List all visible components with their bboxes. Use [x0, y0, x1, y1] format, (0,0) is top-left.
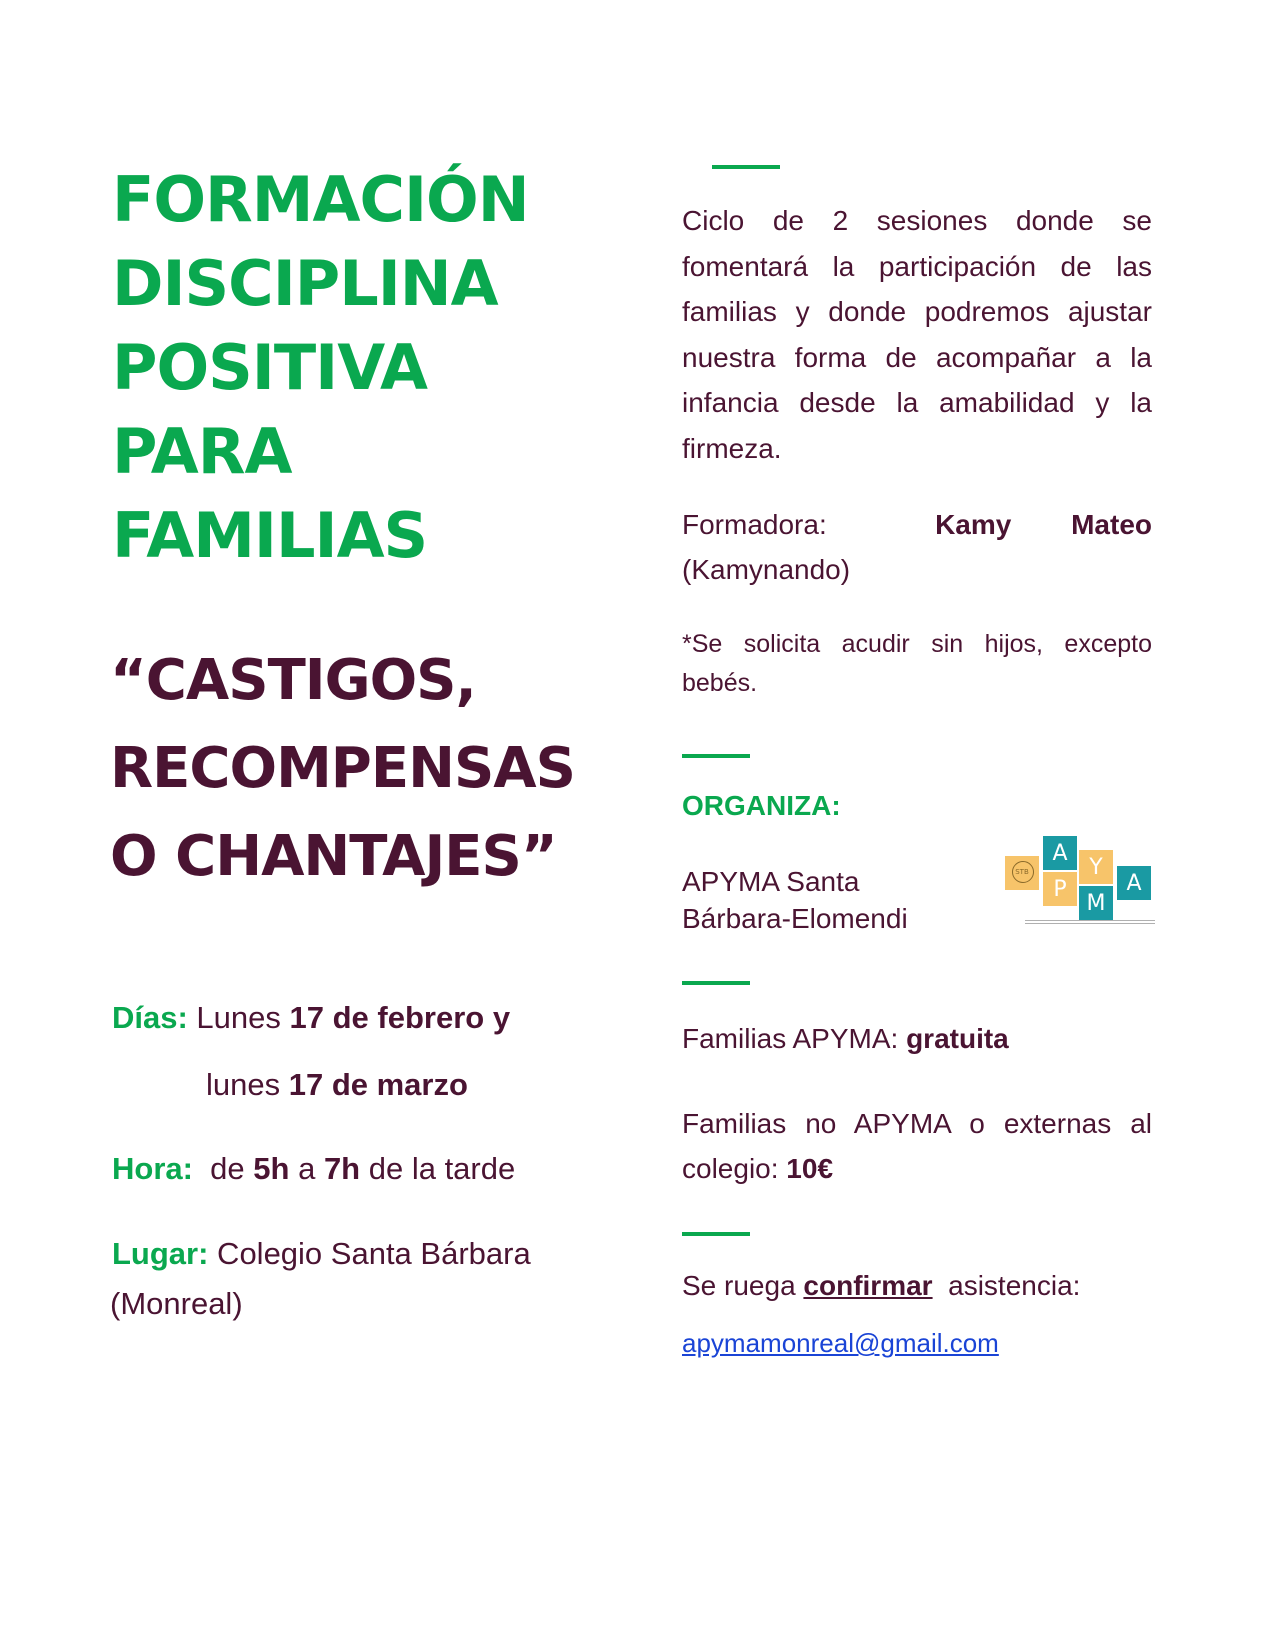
hora-from: 5h — [253, 1151, 290, 1186]
organiza-name — [682, 863, 942, 937]
email-line — [682, 1328, 1152, 1359]
logo-letter: P — [1043, 872, 1077, 906]
confirm-line — [682, 1270, 1152, 1302]
dias-line2-pre: lunes — [206, 1067, 289, 1102]
apyma-logo — [1003, 836, 1155, 932]
formadora-line — [682, 502, 1152, 547]
subtitle-line: RECOMPENSAS — [110, 736, 575, 801]
logo-letter: M — [1079, 886, 1113, 920]
logo-letter: A — [1117, 866, 1151, 900]
divider — [682, 754, 750, 758]
dias-line1-pre: Lunes — [187, 1000, 290, 1035]
main-title — [112, 158, 632, 578]
title-line: FAMILIAS — [112, 499, 428, 572]
formadora — [682, 502, 1152, 592]
divider — [682, 981, 750, 985]
formadora-label: Formadora: — [682, 509, 827, 540]
confirm-post: asistencia: — [932, 1270, 1081, 1301]
confirm-pre: Se ruega — [682, 1270, 804, 1301]
title-line: FORMACIÓN — [112, 163, 529, 236]
formadora-name: Kamy Mateo — [935, 509, 1152, 540]
price-others — [682, 1101, 1152, 1191]
dias-row-2 — [206, 1067, 468, 1103]
lugar-text: Colegio Santa Bárbara — [208, 1236, 531, 1271]
subtitle — [110, 637, 630, 901]
organiza-line: Bárbara-Elomendi — [682, 903, 908, 934]
logo-fine-print — [1025, 920, 1155, 928]
hora-label: Hora: — [112, 1151, 193, 1186]
hora-row — [112, 1151, 515, 1187]
title-line: DISCIPLINA — [112, 247, 498, 320]
price-members-label: Familias APYMA: — [682, 1023, 907, 1054]
lugar-row — [112, 1236, 531, 1272]
price-members — [682, 1023, 1152, 1055]
seal-icon — [1005, 856, 1039, 890]
hora-mid: a — [289, 1151, 324, 1186]
logo-letter: Y — [1079, 850, 1113, 884]
divider — [712, 165, 780, 169]
lugar-text-2: (Monreal) — [110, 1286, 243, 1321]
hora-to: 7h — [323, 1151, 361, 1186]
organiza-line: APYMA Santa — [682, 866, 860, 897]
dias-row — [112, 1000, 510, 1036]
price-others-value: 10€ — [786, 1153, 834, 1184]
divider — [682, 1232, 750, 1236]
title-line: POSITIVA — [112, 331, 427, 404]
subtitle-line: “CASTIGOS, — [110, 648, 476, 713]
dias-date2: 17 de marzo — [288, 1067, 468, 1102]
hora-pre: de — [192, 1151, 254, 1186]
dias-label: Días: — [112, 1000, 188, 1035]
hora-post: de la tarde — [360, 1151, 516, 1186]
email-link[interactable]: apymamonreal@gmail.com — [682, 1328, 999, 1358]
description: Ciclo de 2 sesiones donde se fomentará la participación de las familias y donde podremos ajustar nuestra forma de acompañar a la infancia desde la amabilidad y la firmeza. — [682, 205, 1152, 464]
lugar-label: Lugar: — [112, 1236, 209, 1271]
lugar-row-2 — [110, 1286, 243, 1322]
logo-letter: A — [1043, 836, 1077, 870]
confirm-word: confirmar — [803, 1270, 933, 1301]
subtitle-line: O CHANTAJES” — [110, 824, 557, 889]
price-members-value: gratuita — [906, 1023, 1009, 1054]
note: *Se solicita acudir sin hijos, excepto bebés. — [682, 630, 1152, 697]
formadora-alias: (Kamynando) — [682, 554, 851, 585]
price-others-label: Familias no APYMA o externas al colegio: — [682, 1108, 1152, 1184]
organiza-title: ORGANIZA: — [682, 790, 841, 821]
dias-date1: 17 de febrero y — [289, 1000, 511, 1035]
seal-text: STB — [1015, 868, 1029, 876]
title-line: PARA — [112, 415, 292, 488]
